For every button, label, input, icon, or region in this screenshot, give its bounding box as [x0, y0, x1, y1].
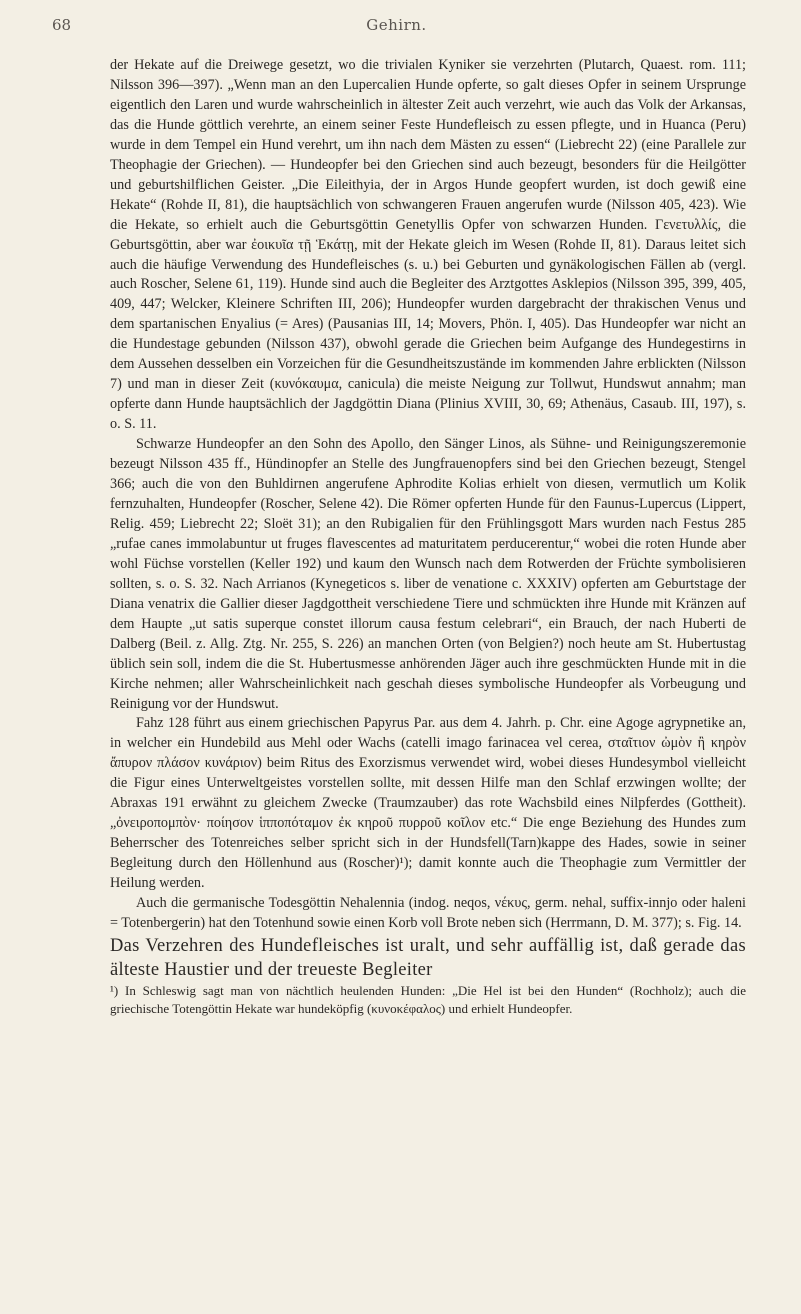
page-header — [52, 16, 741, 36]
running-title: Gehirn. — [366, 16, 427, 34]
paragraph-3: Fahz 128 führt aus einem griechischen Papyrus Par. aus dem 4. Jahrh. p. Chr. eine Agoge agrypnetike an, in welcher ein Hundebild aus Mehl oder Wachs (catelli imago farinacea vel cerea, σταῖτιον ὠμὸν ἢ κηρὸν ἄπυρον πλάσον κυνάριον) beim Ritus des Exorzismus verwendet wird, wobei dieses Hundesymbol vielleicht die Figur eines Unterweltgeistes vorstellen sollte, mit dessen Hilfe man den Schlaf erzwingen wollte; der Abraxas 191 erwähnt zu gleichem Zwecke (Traumzauber) das rote Wachsbild eines Nilpferdes (Gottheit). „ὀνειροπομπὸν· ποίησον ἱπποπόταμον ἐκ κηροῦ πυρροῦ κοῖλον etc.“ Die enge Beziehung des Hundes zum Beherrscher des Totenreiches selber spricht sich in der Hundsfell(Tarn)kappe des Hades, sowie in seiner Begleitung durch den Höllenhund aus (Roscher)¹); damit konnte auch die Theophagie zum Vermittler der Heilung werden. — [110, 715, 746, 892]
emphasized-statement: Das Verzehren des Hundefleisches ist uralt, und sehr auffällig ist, daß gerade das älteste Haustier und der treueste Begleiter — [110, 935, 746, 980]
paragraph-1: der Hekate auf die Dreiwege gesetzt, wo die trivialen Kyniker sie verzehrten (Plutarch, Quaest. rom. 111; Nilsson 396—397). „Wenn man an den Lupercalien Hunde opferte, so galt dieses Opfer in seinem Ursprunge eigentlich den Laren und wurde wahrscheinlich in ältester Zeit auch verzehrt, wie auch das Volk der Arkansas, das die Hunde göttlich verehrte, an einem seiner Feste Hundefleisch zu essen pflegte, und in Huanca (Peru) wurde in dem Tempel ein Hund verehrt, um ihn nach dem Mästen zu essen“ (Liebrecht 22) (eine Parallele zur Theophagie der Griechen). — Hundeopfer bei den Griechen sind auch bezeugt, besonders für die Heilgötter und geburtshilflichen Geister. „Die Eileithyia, der in Argos Hunde geopfert wurden, ist doch gewiß eine Hekate“ (Rohde II, 81), die hauptsächlich von schwangeren Frauen angerufen wurde (Nilsson 405, 423). Wie die Hekate, so erhielt auch die Geburtsgöttin Genetyllis Opfer von schwarzen Hunden. Γενετυλλίς, die Geburtsgöttin, aber war ἐοικυῖα τῇ Ἑκάτῃ, mit der Hekate gleich im Wesen (Rohde II, 81). Daraus leitet sich auch die häufige Verwendung des Hundefleisches (s. u.) bei Geburten und gynäkologischen Fällen ab (vergl. auch Roscher, Selene 61, 119). Hunde sind auch die Begleiter des Arztgottes Asklepios (Nilsson 395, 399, 405, 409, 447; Welcker, Kleinere Schriften III, 206); Hundeopfer wurden dargebracht der thrakischen Venus und dem spartanischen Enyalius (= Ares) (Pausanias III, 14; Movers, Phön. I, 405). Das Hundeopfer war nicht an die Hundestage gebunden (Nilsson 437), obwohl gerade die Griechen beim Aufgange des Hundegestirns in dem Aussehen desselben ein Vorzeichen für die Gesundheitszustände im kommenden Jahre erblickten (Nilsson 7) und man in dieser Zeit (κυνόκαυμα, canicula) die meiste Neigung zur Tollwut, Hundswut annahm; man opferte dann Hunde hauptsächlich der Jagdgöttin Diana (Plinius XVIII, 30, 69; Athenäus, Casaub. III, 197), s. o. S. 11. — [110, 57, 746, 433]
paragraph-2: Schwarze Hundeopfer an den Sohn des Apollo, den Sänger Linos, als Sühne- und Reinigungszeremonie bezeugt Nilsson 435 ff., Hündinopfer an Stelle des Jungfrauenopfers sind bei den Griechen bezeugt, Stengel 366; auch die von den Buhldirnen angerufene Aphrodite Kolias erhielt von diesen, vermutlich um Kolik fernzuhalten, Hundeopfer (Roscher, Selene 42). Die Römer opferten Hunde für den Faunus-Lupercus (Lippert, Relig. 459; Liebrecht 22; Sloët 31); an den Rubigalien für den Frühlingsgott Mars wurden nach Festus 285 „rufae canes immolabuntur ut fruges flavescentes ad maturitatem perducerentur,“ wobei die roten Hunde aber wohl Füchse vorstellen (Keller 192) und kaum den Wunsch nach dem Rotwerden der Früchte symbolisieren sollten, s. o. S. 32. Nach Arrianos (Kynegeticos s. liber de venatione c. XXXIV) opferten am Geburtstage der Diana venatrix die Gallier dieser Jagdgottheit verschiedene Tiere und schmückten ihre Hunde mit Kränzen auf dem Haupte „ut satis superque constet illorum causa festum celebrari“, ein Brauch, der nach Huberti de Dalberg (Beil. z. Allg. Ztg. Nr. 255, S. 226) an manchen Orten (von Belgien?) noch heute am St. Hubertustag üblich sein soll, indem die die St. Hubertusmesse anhörenden Jäger auch ihre geschmückten Hunde mit in die Kirche nehmen; aller Wahrscheinlichkeit nach geschah dieses symbolische Hundeopfer als Vorbeugung und Reinigung vor der Hundswut. — [110, 436, 746, 712]
page-number: 68 — [52, 16, 72, 34]
paragraph-4: Auch die germanische Todesgöttin Nehalennia (indog. neqos, νέκυς, germ. nehal, suffix-innjo oder haleni = Totenbergerin) hat den Totenhund sowie einen Korb voll Brote neben sich (Herrmann, D. M. 377); s. Fig. 14. — [110, 895, 746, 931]
body-text — [110, 56, 746, 1018]
footnote: ¹) In Schleswig sagt man von nächtlich heulenden Hunden: „Die Hel ist bei den Hunden“ (Rochholz); auch die griechische Totengöttin Hekate war hundeköpfig (κυνοκέφαλος) und erhielt Hundeopfer. — [110, 982, 746, 1016]
